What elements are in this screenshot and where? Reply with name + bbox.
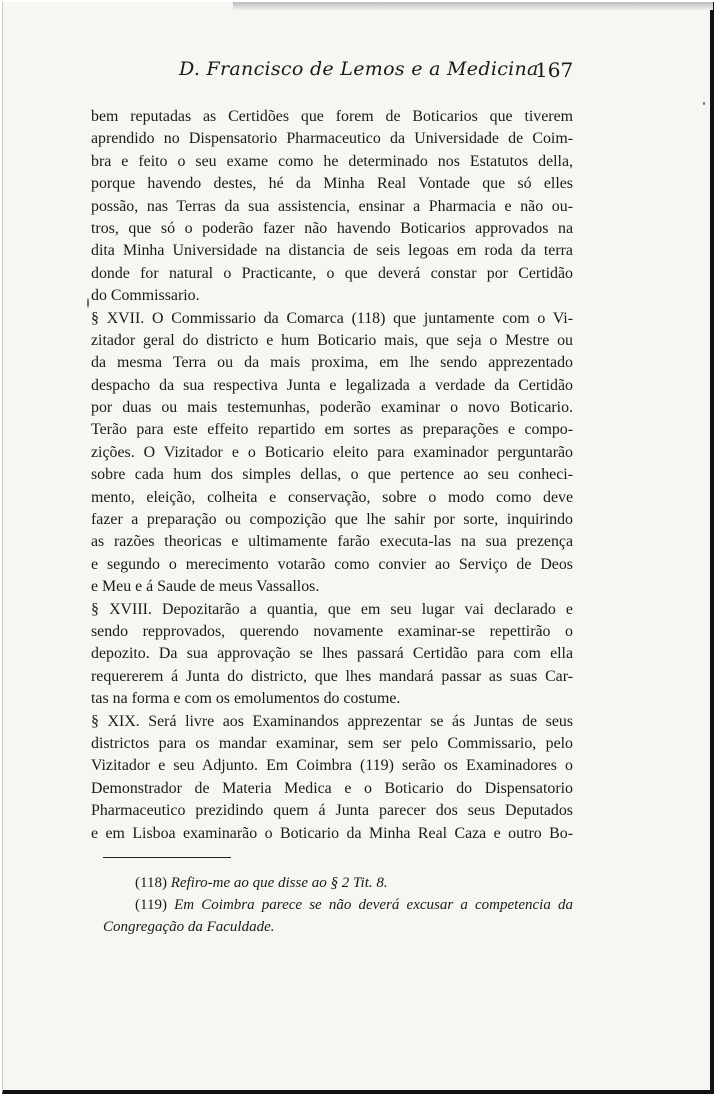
text-line: e Meu e á Saude de meus Vassallos. — [91, 578, 320, 596]
text-line: Terão para este effeito repartido em sortes as preparações e compo- — [91, 421, 573, 439]
text-line: fazer a preparação ou compozição que lhe sahir por sorte, inquirindo — [91, 511, 573, 529]
running-title: D. Francisco de Lemos e a Medicina — [179, 58, 539, 80]
footnote-119 — [103, 894, 573, 916]
text-line: por duas ou mais testemunhas, poderão examinar o novo Boticario. — [91, 399, 573, 417]
footnotes — [103, 872, 573, 938]
text-line: e segundo o merecimento votarão como convier ao Serviço de Deos — [91, 555, 573, 573]
text-line: Demonstrador de Materia Medica e o Boticario do Dispensatorio — [91, 779, 573, 797]
text-line: tas na forma e com os emolumentos do costume. — [91, 690, 401, 708]
footnote-text: Congregação da Faculdade. — [103, 919, 275, 935]
text-line: zições. O Vizitador e o Boticario eleito para examinador perguntarão — [91, 443, 573, 461]
text-line: as razões theoricas e ultimamente farão executa-las na sua prezença — [91, 533, 573, 551]
text-line: dita Minha Universidade na distancia de seis legoas em roda da terra — [91, 242, 573, 260]
text-line: donde for natural o Practicante, o que deverá constar por Certidão — [91, 264, 573, 282]
footnote-text: Refiro-me ao que disse ao § 2 Tit. 8. — [170, 875, 388, 891]
text-line: bra e feito o seu exame como he determinado nos Estatutos della, — [91, 152, 573, 170]
text-line: Pharmaceutico prezidindo quem á Junta parecer dos seus Deputados — [91, 802, 573, 820]
scan-speck — [87, 298, 89, 308]
text-line: tros, que só o poderão fazer não havendo Boticarios approvados na — [91, 219, 573, 237]
text-line: porque havendo destes, hé da Minha Real Vontade que só elles — [91, 175, 573, 193]
text-line: zitador geral do districto e hum Boticario mais, que seja o Mestre ou — [91, 331, 573, 349]
text-line: possão, nas Terras da sua assistencia, ensinar a Pharmacia e não ou- — [91, 197, 573, 215]
text-line: despacho da sua respectiva Junta e legalizada a verdade da Certidão — [91, 376, 573, 394]
text-line: da mesma Terra ou da mais proxima, em lhe sendo apprezentado — [91, 354, 573, 372]
page-number: 167 — [535, 58, 574, 82]
text-line: do Commissario. — [91, 287, 200, 305]
footnote-text: Em Coimbra parece se não deverá excusar a competencia da — [174, 897, 573, 913]
footnote-119-continued — [103, 916, 573, 938]
body-text — [91, 106, 573, 845]
footnote-mark: (119) — [135, 897, 167, 913]
footnote-118 — [103, 872, 573, 894]
scan-speck — [703, 102, 705, 105]
text-line: depozito. Da sua approvação se lhes passará Certidão para com ella — [91, 645, 573, 663]
book-page — [2, 2, 714, 1094]
text-line: mento, eleição, colheita e conservação, sobre o modo como deve — [91, 488, 573, 506]
text-line: sobre cada hum dos simples dellas, o que pertence ao seu conheci- — [91, 466, 573, 484]
scan-edge-shadow — [233, 2, 713, 10]
text-line: Vizitador e seu Adjunto. Em Coimbra (119) serão os Examinadores o — [91, 757, 573, 775]
text-line: aprendido no Dispensatorio Pharmaceutico da Universidade de Coim- — [91, 130, 573, 148]
text-line: districtos para os mandar examinar, sem ser pelo Commissario, pelo — [91, 734, 573, 752]
text-line: § XVIII. Depozitarão a quantia, que em seu lugar vai declarado e — [91, 600, 573, 618]
text-line: requererem á Junta do districto, que lhes mandará passar as suas Car- — [91, 667, 573, 685]
text-line: e em Lisboa examinarão o Boticario da Minha Real Caza e outro Bo- — [91, 824, 573, 842]
text-line: sendo repprovados, querendo novamente examinar-se repettirão o — [91, 622, 573, 640]
text-line: § XIX. Será livre aos Examinandos apprezentar se ás Juntas de seus — [91, 712, 573, 730]
footnote-rule — [103, 857, 231, 858]
text-line: § XVII. O Commissario da Comarca (118) que juntamente com o Vi- — [91, 309, 573, 327]
text-line: bem reputadas as Certidões que forem de Boticarios que tiverem — [91, 108, 573, 125]
footnote-mark: (118) — [135, 875, 167, 891]
